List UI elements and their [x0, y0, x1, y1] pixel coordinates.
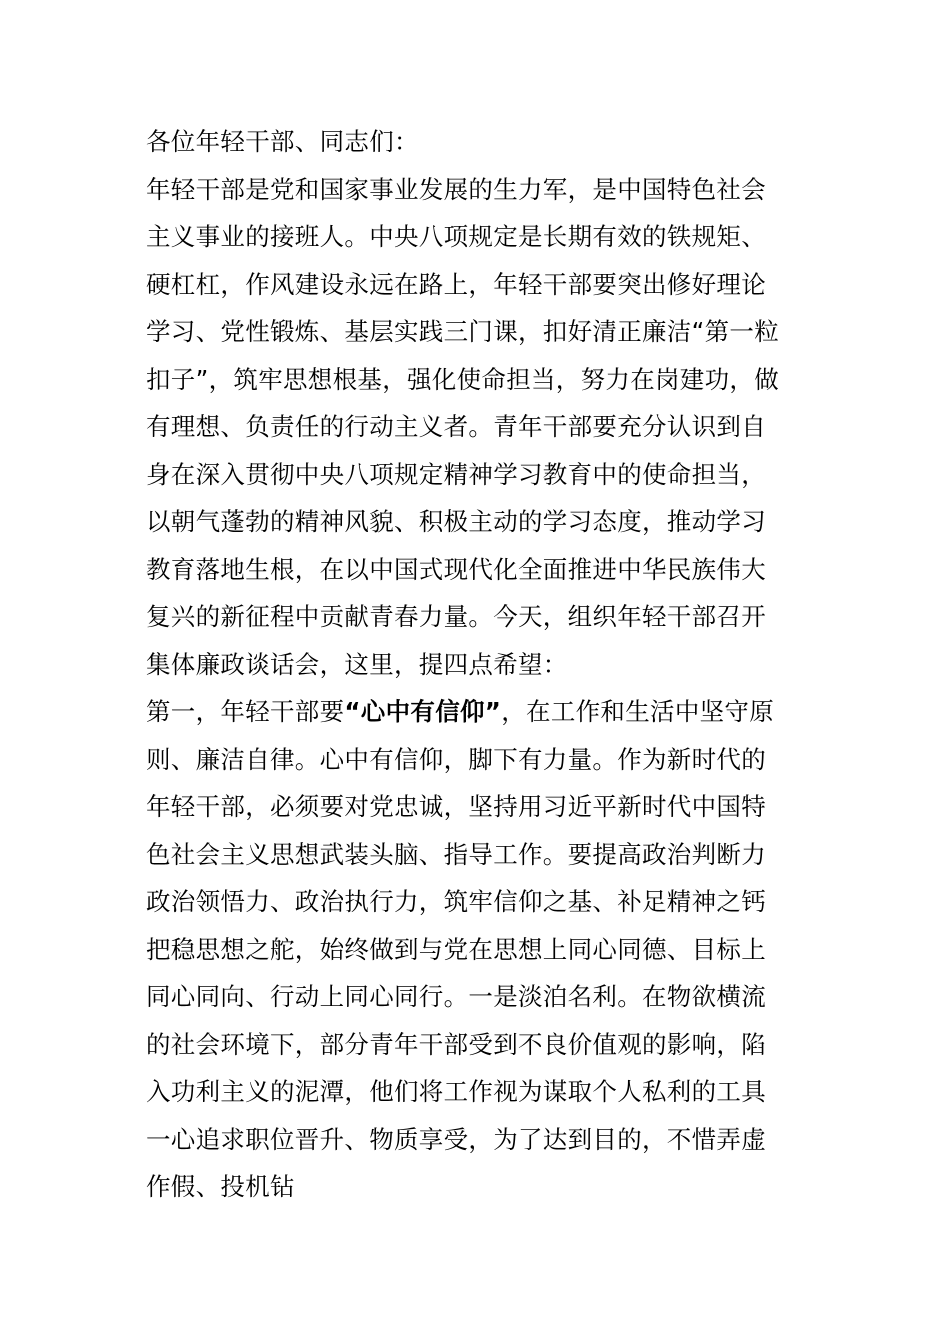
- body-line: 年轻干部，必须要对党忠诚，坚持用习近平新时代中国特: [146, 792, 766, 821]
- body-line: 身在深入贯彻中央八项规定精神学习教育中的使命担当，: [146, 459, 766, 489]
- point-one-line: [146, 688, 816, 736]
- body-line: 教育落地生根，在以中国式现代化全面推进中华民族伟大: [146, 554, 766, 584]
- body-line: 有理想、负责任的行动主义者。青年干部要充分认识到自: [146, 412, 766, 441]
- point-one-suffix: ，在工作和生活中坚守原: [501, 697, 775, 726]
- body-line: 复兴的新征程中贡献青春力量。今天，组织年轻干部召开: [146, 602, 766, 631]
- body-line: 主义事业的接班人。中央八项规定是长期有效的铁规矩、: [146, 222, 766, 251]
- body-line: 入功利主义的泥潭，他们将工作视为谋取个人私利的工具: [146, 1077, 766, 1106]
- body-line: 色社会主义思想武装头脑、指导工作。要提高政治判断力: [146, 839, 766, 869]
- body-line: 政治领悟力、政治执行力，筑牢信仰之基、补足精神之钙: [146, 887, 766, 916]
- body-line: 一心追求职位晋升、物质享受，为了达到目的，不惜弄虚: [146, 1124, 766, 1154]
- body-line: 硬杠杠，作风建设永远在路上，年轻干部要突出修好理论: [146, 269, 766, 299]
- salutation-line: 各位年轻干部、同志们：: [146, 127, 419, 156]
- body-line: 年轻干部是党和国家事业发展的生力军，是中国特色社会: [146, 174, 766, 204]
- body-line: 学习、党性锻炼、基层实践三门课，扣好清正廉洁“第一粒: [146, 317, 779, 346]
- body-line: 则、廉洁自律。心中有信仰，脚下有力量。作为新时代的: [146, 744, 766, 774]
- body-line: 的社会环境下，部分青年干部受到不良价值观的影响，陷: [146, 1029, 766, 1059]
- body-line: 以朝气蓬勃的精神风貌、积极主动的学习态度，推动学习: [146, 507, 766, 536]
- document-body: [146, 118, 816, 1211]
- body-line: 把稳思想之舵，始终做到与党在思想上同心同德、目标上: [146, 934, 766, 964]
- body-line: 集体廉政谈话会，这里，提四点希望：: [146, 649, 568, 679]
- body-line: 作假、投机钻: [146, 1172, 295, 1201]
- body-line: 同心同向、行动上同心同行。一是淡泊名利。在物欲横流: [146, 982, 766, 1011]
- body-line: 扣子”，筑牢思想根基，强化使命担当，努力在岗建功，做: [146, 364, 779, 394]
- point-one-quote: “心中有信仰”: [344, 697, 502, 726]
- point-one-prefix: 第一，年轻干部要: [146, 697, 345, 726]
